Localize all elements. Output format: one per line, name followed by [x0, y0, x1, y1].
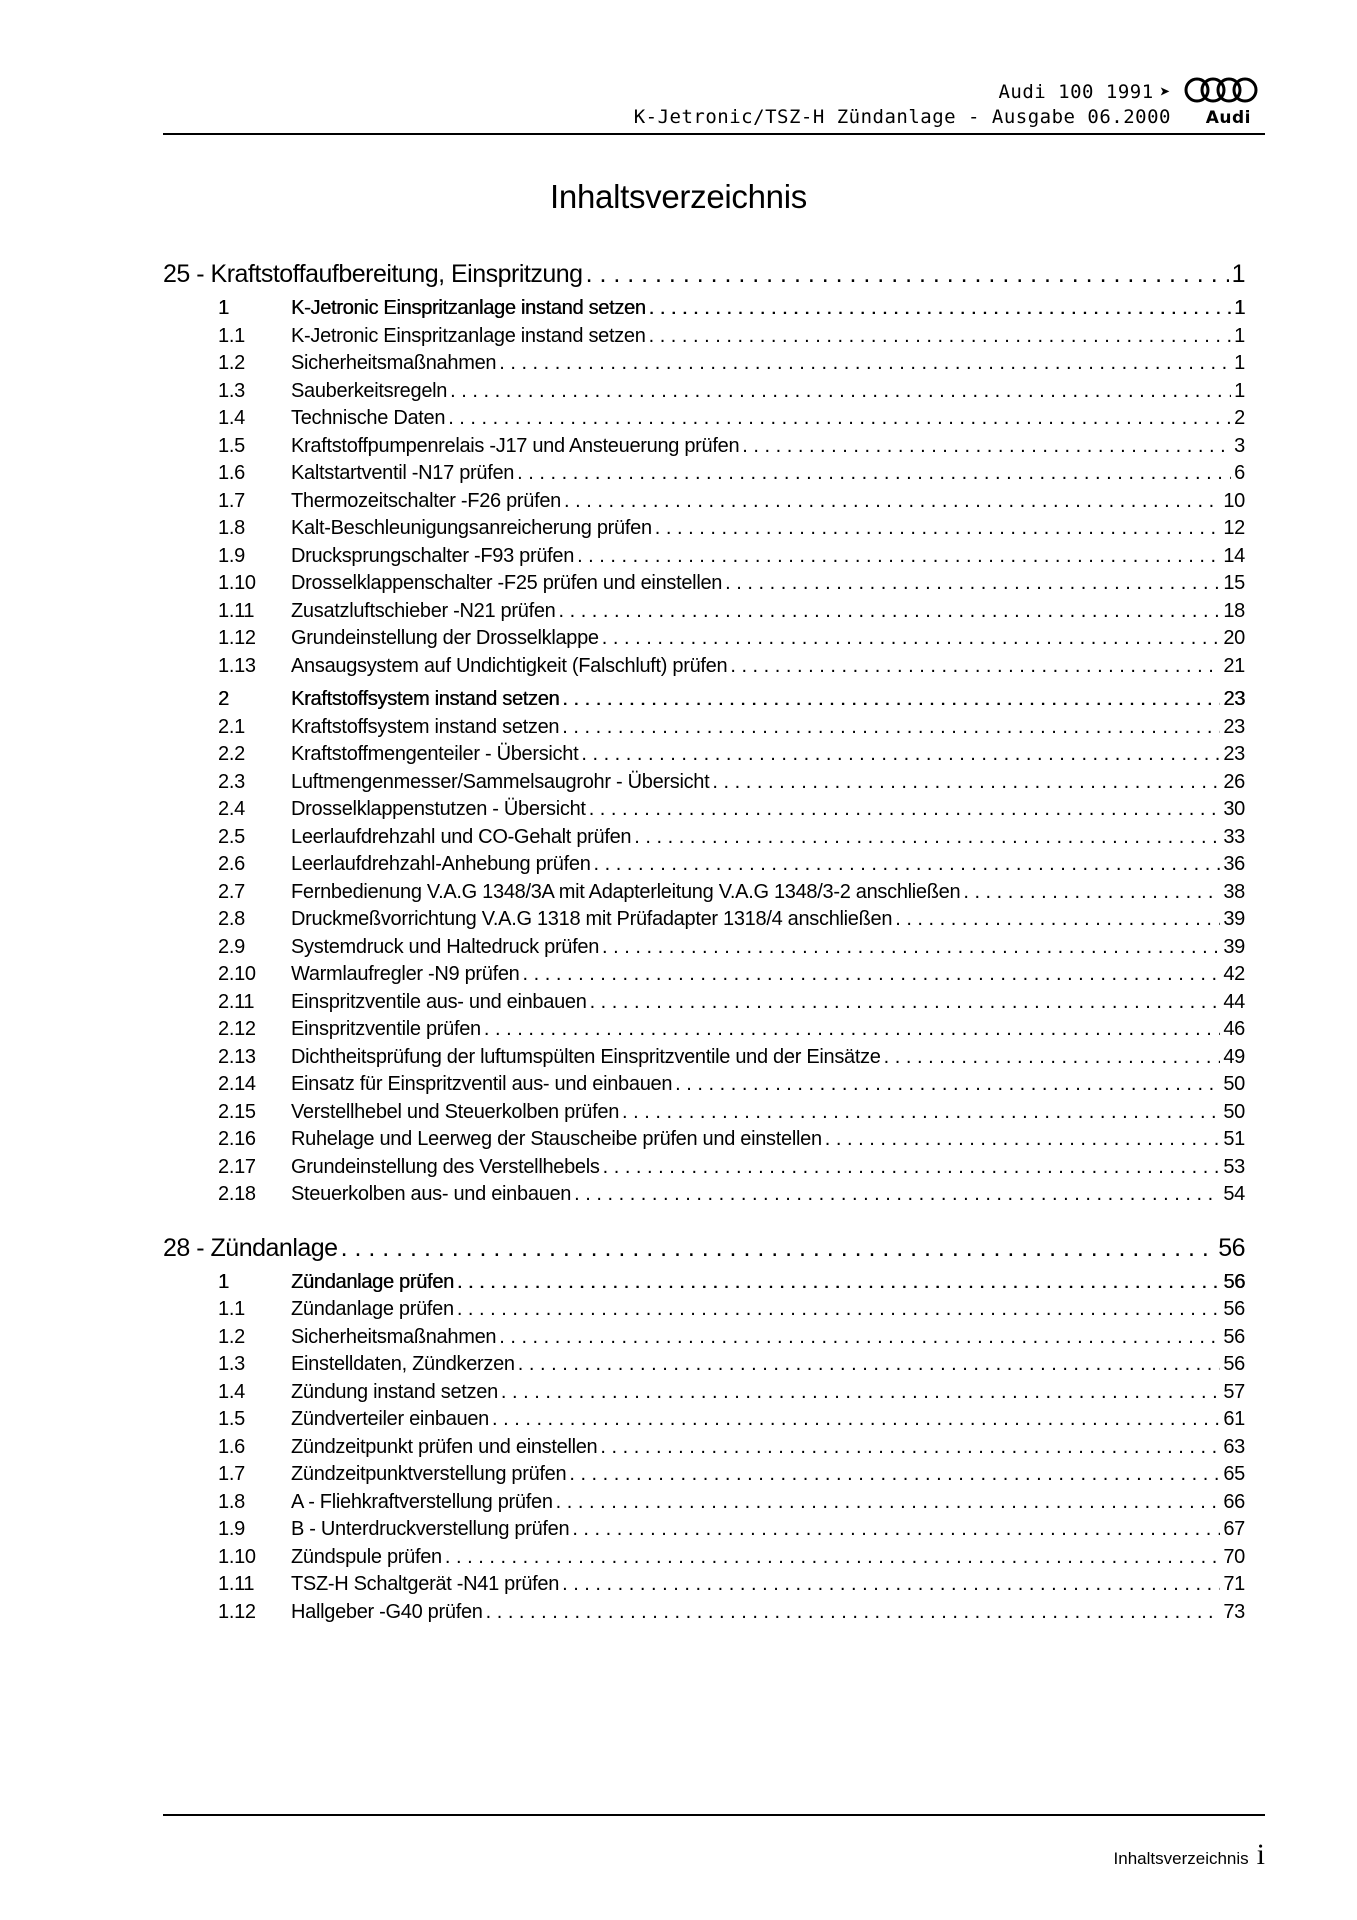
toc-label: Grundeinstellung des Verstellhebels — [291, 1155, 600, 1178]
toc-entry[interactable] — [163, 1351, 1245, 1379]
toc-section-group — [163, 295, 1245, 680]
toc-page: 38 — [1223, 880, 1245, 903]
toc-label: Verstellhebel und Steuerkolben prüfen — [291, 1100, 620, 1123]
toc-number: 1.8 — [218, 1490, 245, 1513]
toc-page: 56 — [1223, 1353, 1245, 1375]
toc-label: Kraftstoffmengenteiler - Übersicht — [291, 743, 579, 765]
table-of-contents — [163, 255, 1245, 1626]
toc-number: 2.14 — [218, 1073, 256, 1095]
toc-leader — [963, 879, 1220, 907]
toc-number: 2.16 — [218, 1128, 256, 1150]
page-footer — [1114, 1838, 1265, 1872]
toc-label: Einspritzventile aus- und einbauen — [291, 990, 587, 1013]
toc-number: 1.2 — [218, 352, 245, 374]
toc-number: 2.5 — [218, 825, 245, 848]
toc-entry[interactable] — [163, 1571, 1245, 1599]
toc-leader — [499, 1324, 1220, 1352]
toc-label: Zusatzluftschieber -N21 prüfen — [291, 599, 556, 622]
toc-leader — [562, 1571, 1220, 1599]
toc-number: 2.17 — [218, 1155, 256, 1178]
toc-page: 71 — [1223, 1573, 1245, 1595]
toc-label: Kalt-Beschleunigungsanreicherung prüfen — [291, 517, 652, 539]
toc-section-heading[interactable] — [163, 295, 1245, 323]
toc-number: 1.2 — [218, 1325, 245, 1348]
toc-number: 2.15 — [218, 1100, 256, 1123]
toc-label: Kraftstoffsystem instand setzen — [291, 688, 560, 710]
toc-leader — [572, 1516, 1220, 1544]
toc-leader — [634, 824, 1220, 852]
toc-page: 65 — [1223, 1463, 1245, 1485]
header-rule — [163, 133, 1265, 135]
toc-entry[interactable] — [163, 1434, 1245, 1462]
toc-entry[interactable] — [163, 1016, 1245, 1044]
toc-entry[interactable] — [163, 851, 1245, 879]
toc-entry[interactable] — [163, 1406, 1245, 1434]
toc-leader — [725, 570, 1220, 598]
toc-label: Zündzeitpunktverstellung prüfen — [291, 1463, 567, 1485]
toc-number: 1 — [218, 1270, 229, 1293]
toc-leader — [574, 1181, 1220, 1209]
toc-entry[interactable] — [163, 1099, 1245, 1127]
toc-number: 2.4 — [218, 798, 245, 820]
toc-leader — [581, 741, 1220, 769]
toc-page: 23 — [1223, 715, 1245, 738]
toc-label: Einspritzventile prüfen — [291, 1018, 481, 1040]
toc-leader — [457, 1269, 1221, 1297]
toc-label: Thermozeitschalter -F26 prüfen — [291, 489, 562, 512]
toc-entry[interactable] — [163, 1154, 1245, 1182]
toc-leader — [341, 1229, 1216, 1267]
toc-number: 1.7 — [218, 1463, 245, 1485]
toc-leader — [884, 1044, 1221, 1072]
toc-chapter[interactable] — [163, 255, 1245, 293]
toc-leader — [742, 433, 1231, 461]
toc-page: 20 — [1223, 627, 1245, 649]
toc-page: 57 — [1223, 1380, 1245, 1403]
toc-label: Sauberkeitsregeln — [291, 379, 448, 402]
toc-page: 56 — [1223, 1325, 1245, 1348]
toc-page: 46 — [1223, 1018, 1245, 1040]
toc-page: 6 — [1234, 462, 1245, 484]
toc-leader — [492, 1406, 1220, 1434]
toc-number: 1.10 — [218, 572, 256, 594]
toc-number: 1.11 — [218, 599, 255, 622]
toc-label: TSZ-H Schaltgerät -N41 prüfen — [291, 1573, 560, 1595]
toc-chapter-page: 56 — [1218, 1233, 1245, 1262]
toc-number: 2.10 — [218, 963, 256, 985]
toc-label: Zündanlage prüfen — [291, 1270, 454, 1293]
toc-leader — [600, 1434, 1220, 1462]
toc-number: 1.8 — [218, 517, 245, 539]
toc-leader — [825, 1126, 1221, 1154]
toc-number: 1.5 — [218, 1408, 245, 1430]
arrow-right-icon: ➤ — [1159, 82, 1171, 103]
toc-section-group — [163, 686, 1245, 1209]
toc-number: 1.9 — [218, 1518, 245, 1540]
toc-page: 56 — [1223, 1298, 1245, 1320]
toc-number: 2.6 — [218, 853, 245, 875]
toc-leader — [895, 906, 1220, 934]
toc-number: 1.1 — [218, 324, 245, 347]
toc-number: 1.12 — [218, 1600, 256, 1623]
toc-number: 1.6 — [218, 462, 245, 484]
toc-page: 2 — [1234, 407, 1245, 429]
toc-leader — [501, 1379, 1220, 1407]
toc-leader — [603, 1154, 1221, 1182]
toc-page: 49 — [1223, 1045, 1245, 1068]
toc-page: 18 — [1223, 599, 1245, 622]
toc-page: 56 — [1223, 1270, 1245, 1293]
toc-entry[interactable] — [163, 824, 1245, 852]
toc-label: Drosselklappenstutzen - Übersicht — [291, 798, 586, 820]
toc-number: 1.3 — [218, 379, 245, 402]
toc-page: 1 — [1234, 379, 1245, 402]
toc-number: 1.11 — [218, 1573, 255, 1595]
toc-page: 44 — [1223, 990, 1245, 1013]
toc-page: 39 — [1223, 908, 1245, 930]
toc-label: Sicherheitsmaßnahmen — [291, 1325, 497, 1348]
toc-leader — [457, 1296, 1221, 1324]
toc-label: Drucksprungschalter -F93 prüfen — [291, 544, 575, 567]
toc-entry[interactable] — [163, 1296, 1245, 1324]
toc-page: 30 — [1223, 798, 1245, 820]
toc-entry[interactable] — [163, 1516, 1245, 1544]
toc-label: Leerlaufdrehzahl und CO-Gehalt prüfen — [291, 825, 632, 848]
toc-page: 21 — [1223, 654, 1245, 677]
toc-label: Technische Daten — [291, 407, 446, 429]
toc-label: Ruhelage und Leerweg der Stauscheibe prüfen und einstellen — [291, 1128, 822, 1150]
toc-leader — [649, 295, 1232, 323]
toc-label: Druckmeßvorrichtung V.A.G 1318 mit Prüfadapter 1318/4 anschließen — [291, 908, 893, 930]
toc-page: 70 — [1223, 1545, 1245, 1568]
toc-label: Systemdruck und Haltedruck prüfen — [291, 935, 600, 958]
toc-page: 73 — [1223, 1600, 1245, 1623]
toc-page: 3 — [1234, 434, 1245, 457]
toc-leader — [602, 934, 1220, 962]
footer-rule — [163, 1814, 1265, 1816]
toc-entry[interactable] — [163, 769, 1245, 797]
toc-page: 36 — [1223, 853, 1245, 875]
toc-number: 1.10 — [218, 1545, 256, 1568]
toc-leader — [594, 851, 1221, 879]
toc-label: Fernbedienung V.A.G 1348/3A mit Adapterleitung V.A.G 1348/3-2 anschließen — [291, 880, 961, 903]
toc-entry[interactable] — [163, 378, 1245, 406]
toc-leader — [517, 460, 1231, 488]
toc-leader — [518, 1351, 1221, 1379]
toc-entry[interactable] — [163, 1044, 1245, 1072]
toc-entry[interactable] — [163, 1379, 1245, 1407]
toc-leader — [558, 598, 1220, 626]
toc-number: 1.3 — [218, 1353, 245, 1375]
toc-page: 63 — [1223, 1435, 1245, 1458]
toc-leader — [499, 350, 1231, 378]
toc-entry[interactable] — [163, 1544, 1245, 1572]
toc-chapter[interactable] — [163, 1229, 1245, 1267]
toc-entry[interactable] — [163, 653, 1245, 681]
toc-leader — [577, 543, 1220, 571]
toc-leader — [569, 1461, 1220, 1489]
toc-number: 2.13 — [218, 1045, 256, 1068]
toc-label: K-Jetronic Einspritzanlage instand setzen — [291, 324, 646, 347]
toc-label: Kaltstartventil -N17 prüfen — [291, 462, 515, 484]
toc-leader — [448, 405, 1231, 433]
toc-leader — [484, 1016, 1220, 1044]
toc-entry[interactable] — [163, 1461, 1245, 1489]
audi-wordmark: Audi — [1205, 108, 1251, 128]
toc-leader — [486, 1599, 1221, 1627]
toc-number: 2.1 — [218, 715, 245, 738]
toc-number: 1.12 — [218, 627, 256, 649]
toc-label: A - Fliehkraftverstellung prüfen — [291, 1490, 553, 1513]
toc-label: B - Unterdruckverstellung prüfen — [291, 1518, 570, 1540]
toc-entry[interactable] — [163, 515, 1245, 543]
toc-label: Sicherheitsmaßnahmen — [291, 352, 497, 374]
toc-leader — [556, 1489, 1221, 1517]
toc-leader — [564, 488, 1220, 516]
toc-number: 1.5 — [218, 434, 245, 457]
toc-page: 39 — [1223, 935, 1245, 958]
toc-section-group — [163, 1269, 1245, 1627]
toc-number: 1.6 — [218, 1435, 245, 1458]
toc-page: 10 — [1223, 489, 1245, 512]
toc-number: 2.7 — [218, 880, 245, 903]
toc-label: Einsatz für Einspritzventil aus- und einbauen — [291, 1073, 673, 1095]
toc-section-heading[interactable] — [163, 1269, 1245, 1297]
toc-entry[interactable] — [163, 543, 1245, 571]
toc-leader — [589, 796, 1221, 824]
toc-page: 33 — [1223, 825, 1245, 848]
toc-label: Zündspule prüfen — [291, 1545, 442, 1568]
toc-label: Einstelldaten, Zündkerzen — [291, 1353, 515, 1375]
toc-page: 54 — [1223, 1183, 1245, 1205]
toc-entry[interactable] — [163, 350, 1245, 378]
toc-number: 1.7 — [218, 489, 245, 512]
toc-entry[interactable] — [163, 1324, 1245, 1352]
toc-entry[interactable] — [163, 989, 1245, 1017]
toc-page: 1 — [1234, 297, 1245, 319]
toc-label: Zündzeitpunkt prüfen und einstellen — [291, 1435, 598, 1458]
toc-entry[interactable] — [163, 323, 1245, 351]
toc-leader — [622, 1099, 1220, 1127]
header-text — [634, 80, 1171, 129]
toc-page: 61 — [1223, 1408, 1245, 1430]
toc-entry[interactable] — [163, 1126, 1245, 1154]
toc-number: 2.9 — [218, 935, 245, 958]
toc-page: 15 — [1223, 572, 1245, 594]
toc-number: 2.3 — [218, 770, 245, 793]
toc-entry[interactable] — [163, 625, 1245, 653]
toc-entry[interactable] — [163, 433, 1245, 461]
toc-page: 1 — [1234, 324, 1245, 347]
toc-entry[interactable] — [163, 1599, 1245, 1627]
header-model: Audi 100 1991 — [998, 81, 1154, 103]
toc-label: Grundeinstellung der Drosselklappe — [291, 627, 599, 649]
toc-entry[interactable] — [163, 570, 1245, 598]
toc-number: 1.9 — [218, 544, 245, 567]
toc-label: Warmlaufregler -N9 prüfen — [291, 963, 520, 985]
toc-page: 42 — [1223, 963, 1245, 985]
toc-entry[interactable] — [163, 796, 1245, 824]
page-title: Inhaltsverzeichnis — [550, 178, 807, 215]
toc-leader — [655, 515, 1221, 543]
toc-leader — [649, 323, 1232, 351]
toc-number: 2.12 — [218, 1018, 256, 1040]
toc-page: 26 — [1223, 770, 1245, 793]
toc-page: 50 — [1223, 1100, 1245, 1123]
toc-number: 2.2 — [218, 743, 245, 765]
toc-page: 1 — [1234, 352, 1245, 374]
toc-leader — [602, 625, 1221, 653]
toc-number: 1 — [218, 297, 229, 319]
toc-label: Hallgeber -G40 prüfen — [291, 1600, 483, 1623]
toc-number: 1.1 — [218, 1298, 245, 1320]
toc-label: Dichtheitsprüfung der luftumspülten Einspritzventile und der Einsätze — [291, 1045, 881, 1068]
toc-label: Luftmengenmesser/Sammelsaugrohr - Übersicht — [291, 770, 710, 793]
toc-entry[interactable] — [163, 961, 1245, 989]
toc-leader — [562, 686, 1220, 714]
toc-page: 51 — [1223, 1128, 1245, 1150]
toc-chapter-title: 25 - Kraftstoffaufbereitung, Einspritzung — [163, 260, 583, 288]
toc-entry[interactable] — [163, 1181, 1245, 1209]
footer-label: Inhaltsverzeichnis — [1113, 1849, 1249, 1868]
toc-chapter-title: 28 - Zündanlage — [163, 1233, 338, 1262]
toc-entry[interactable] — [163, 598, 1245, 626]
toc-number: 1.13 — [218, 654, 256, 677]
toc-entry[interactable] — [163, 405, 1245, 433]
toc-label: K-Jetronic Einspritzanlage instand setzen — [291, 297, 646, 319]
toc-number: 2.8 — [218, 908, 245, 930]
toc-page: 14 — [1223, 544, 1245, 567]
toc-entry[interactable] — [163, 1489, 1245, 1517]
toc-entry[interactable] — [163, 460, 1245, 488]
toc-leader — [675, 1071, 1220, 1099]
toc-leader — [730, 653, 1220, 681]
toc-page: 67 — [1223, 1518, 1245, 1540]
toc-label: Ansaugsystem auf Undichtigkeit (Falschluft) prüfen — [291, 654, 728, 677]
toc-entry[interactable] — [163, 1071, 1245, 1099]
toc-leader — [523, 961, 1221, 989]
toc-label: Leerlaufdrehzahl-Anhebung prüfen — [291, 853, 591, 875]
toc-label: Steuerkolben aus- und einbauen — [291, 1183, 572, 1205]
toc-page: 23 — [1223, 688, 1245, 710]
toc-leader — [445, 1544, 1220, 1572]
toc-label: Drosselklappenschalter -F25 prüfen und einstellen — [291, 572, 723, 594]
toc-page: 12 — [1223, 517, 1245, 539]
toc-leader — [590, 989, 1221, 1017]
toc-page: 66 — [1223, 1490, 1245, 1513]
toc-label: Zündung instand setzen — [291, 1380, 498, 1403]
toc-entry[interactable] — [163, 906, 1245, 934]
toc-label: Zündverteiler einbauen — [291, 1408, 489, 1430]
toc-chapter-page: 1 — [1231, 260, 1245, 288]
toc-number: 2.11 — [218, 990, 255, 1013]
toc-label: Kraftstoffsystem instand setzen — [291, 715, 560, 738]
toc-section-heading[interactable] — [163, 686, 1245, 714]
toc-page: 50 — [1223, 1073, 1245, 1095]
toc-entry[interactable] — [163, 879, 1245, 907]
toc-entry[interactable] — [163, 934, 1245, 962]
toc-number: 2.18 — [218, 1183, 256, 1205]
footer-page-number: i — [1256, 1838, 1265, 1871]
toc-number: 1.4 — [218, 407, 245, 429]
toc-page: 53 — [1223, 1155, 1245, 1178]
header-subtitle: K-Jetronic/TSZ-H Zündanlage - Ausgabe 06.2000 — [633, 106, 1171, 128]
toc-label: Kraftstoffpumpenrelais -J17 und Ansteuerung prüfen — [291, 434, 740, 457]
toc-entry[interactable] — [163, 714, 1245, 742]
toc-leader — [450, 378, 1231, 406]
toc-entry[interactable] — [163, 741, 1245, 769]
page-header — [163, 76, 1265, 136]
toc-label: Zündanlage prüfen — [291, 1298, 454, 1320]
toc-number: 2 — [218, 688, 229, 710]
toc-entry[interactable] — [163, 488, 1245, 516]
toc-number: 1.4 — [218, 1380, 245, 1403]
toc-page: 23 — [1223, 743, 1245, 765]
toc-leader — [712, 769, 1220, 797]
toc-leader — [586, 255, 1229, 293]
toc-leader — [562, 714, 1220, 742]
